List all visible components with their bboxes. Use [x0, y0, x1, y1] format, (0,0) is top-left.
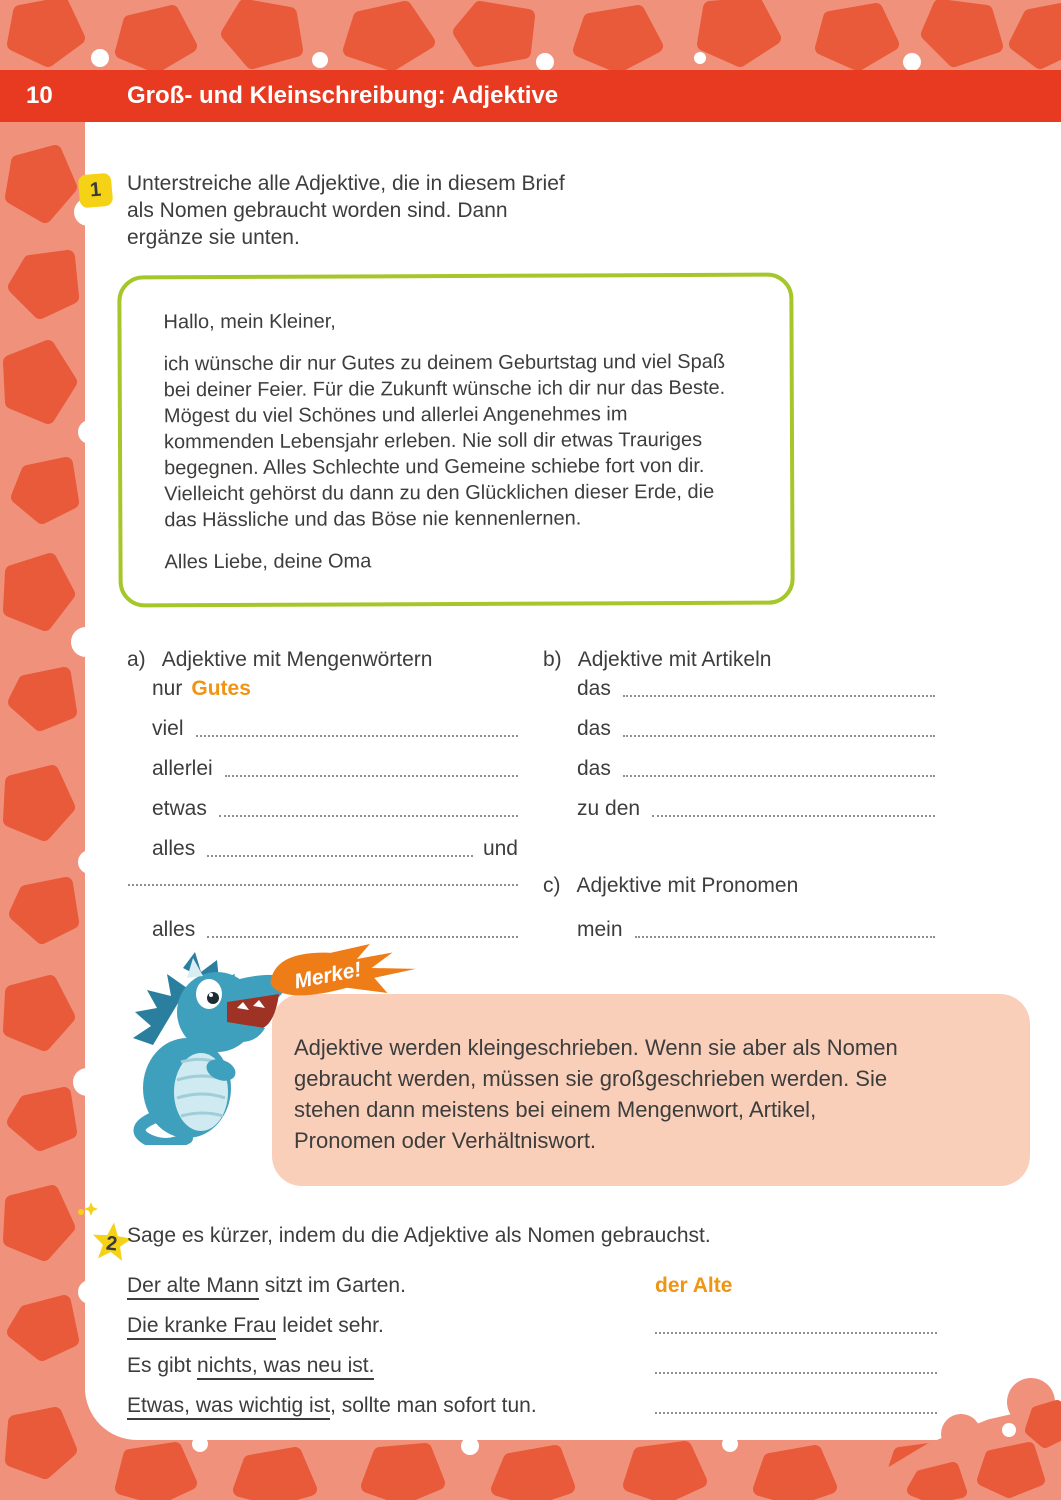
section-c-label: c): [543, 874, 561, 897]
fill-row: [152, 796, 518, 822]
header-bar: [0, 70, 1061, 122]
underlined-phrase: nichts, was neu ist.: [197, 1354, 374, 1380]
answer-line: [207, 936, 518, 938]
answer-line: [219, 815, 518, 817]
fill-row: [152, 676, 518, 702]
fill-prefix: viel: [152, 717, 184, 740]
fill-prefix: nur: [152, 677, 183, 700]
sentence-row: [127, 1268, 997, 1300]
answer-line: [655, 1332, 937, 1334]
fill-prefix: zu den: [577, 797, 641, 820]
section-c-title: Adjektive mit Pronomen: [576, 874, 799, 897]
answer-line: [652, 815, 935, 817]
note-text: Adjektive werden kleingeschrieben. Wenn sie aber als Nomen gebraucht werden, müssen sie großgeschrieben werden. Sie stehen dann meistens bei einem Mengenwort, Artikel, Pronomen oder Verhältniswort.: [294, 1035, 898, 1153]
fill-row: [577, 716, 935, 742]
section-b-label: b): [543, 648, 562, 671]
top-border-decoration: [0, 0, 1061, 70]
sentence-text: [127, 1274, 406, 1298]
fill-row: [152, 836, 518, 862]
underlined-phrase: Der alte Mann: [127, 1274, 259, 1300]
task1-number: 1: [88, 178, 102, 202]
sentence-post: leidet sehr.: [276, 1314, 384, 1337]
section-b-title: Adjektive mit Artikeln: [577, 648, 772, 671]
sentence-post: sitzt im Garten.: [258, 1274, 406, 1297]
task1-number-badge: [78, 173, 114, 209]
note-box: [272, 994, 1030, 1186]
fill-prefix: das: [577, 717, 611, 740]
bottom-right-corner-decoration: [841, 1368, 1061, 1500]
section-a-heading: [127, 648, 432, 672]
page-title: Groß- und Kleinschreibung: Adjektive: [127, 82, 559, 109]
underlined-phrase: Etwas, was wichtig ist: [127, 1394, 330, 1420]
merke-flame-banner: [266, 939, 420, 1011]
fill-prefix: alles: [152, 918, 196, 941]
fill-prefix: allerlei: [152, 757, 213, 780]
answer-text: der Alte: [655, 1274, 733, 1297]
fill-suffix: und: [482, 837, 518, 860]
fill-prefix: etwas: [152, 797, 207, 820]
letter-greeting: Hallo, mein Kleiner,: [163, 310, 336, 334]
sentence-row: [127, 1308, 997, 1340]
fill-row: [152, 716, 518, 742]
task1-instruction: Unterstreiche alle Adjektive, die in diesem Brief als Nomen gebraucht worden sind. Dann ergänze sie unten.: [127, 172, 565, 249]
content-area: [85, 122, 1061, 1440]
fill-row: [577, 796, 935, 822]
sentence-post: , sollte man sofort tun.: [330, 1394, 537, 1417]
fill-prefix: das: [577, 757, 611, 780]
fill-row: [577, 676, 935, 702]
section-b-heading: [543, 648, 771, 672]
answer-line: [623, 695, 935, 697]
letter-box: [117, 273, 794, 608]
fill-row: [152, 756, 518, 782]
sentence-text: [127, 1394, 537, 1418]
section-a-title: Adjektive mit Mengenwörtern: [161, 648, 433, 671]
fill-row: [577, 756, 935, 782]
fill-prefix: mein: [577, 918, 623, 941]
section-c-heading: [543, 874, 798, 898]
task2-number: 2: [105, 1232, 119, 1256]
sentence-text: [127, 1354, 374, 1378]
answer-line: [635, 936, 935, 938]
answer-line: [623, 775, 935, 777]
task2-instruction: Sage es kürzer, indem du die Adjektive als Nomen gebrauchst.: [127, 1224, 711, 1247]
fill-prefix: das: [577, 677, 611, 700]
fill-row: [128, 884, 518, 891]
merke-banner-label: Merke!: [292, 958, 364, 994]
answer-line: [225, 775, 518, 777]
letter-body: ich wünsche dir nur Gutes zu deinem Geburtstag und viel Spaß bei deiner Feier. Für die Zukunft wünsche ich dir nur das Beste. Mögest du viel Schönes und allerlei Angenehmes im kommenden Lebensjahr erleben. Nie soll dir etwas Trauriges begegnen. Alles Schlechte und Gemeine schiebe fort von dir. Vielleicht gehörst du dann zu den Glücklichen dieser Erde, die das Hässliche und das Böse nie kennenlernen.: [163, 350, 726, 532]
fill-row: [152, 917, 518, 943]
underlined-phrase: Die kranke Frau: [127, 1314, 276, 1340]
sentence-pre: Es gibt: [127, 1354, 198, 1377]
letter-closing: Alles Liebe, deine Oma: [164, 550, 372, 574]
page-number: 10: [26, 82, 53, 109]
fill-prefix: alles: [152, 837, 196, 860]
section-a-label: a): [127, 648, 146, 671]
answer-line: [623, 735, 935, 737]
answer-line: [196, 735, 518, 737]
answer-line: [128, 884, 518, 886]
answer-text: Gutes: [191, 677, 251, 700]
fill-row: [577, 917, 935, 943]
sentence-text: [127, 1314, 384, 1338]
answer-line: [207, 855, 473, 857]
